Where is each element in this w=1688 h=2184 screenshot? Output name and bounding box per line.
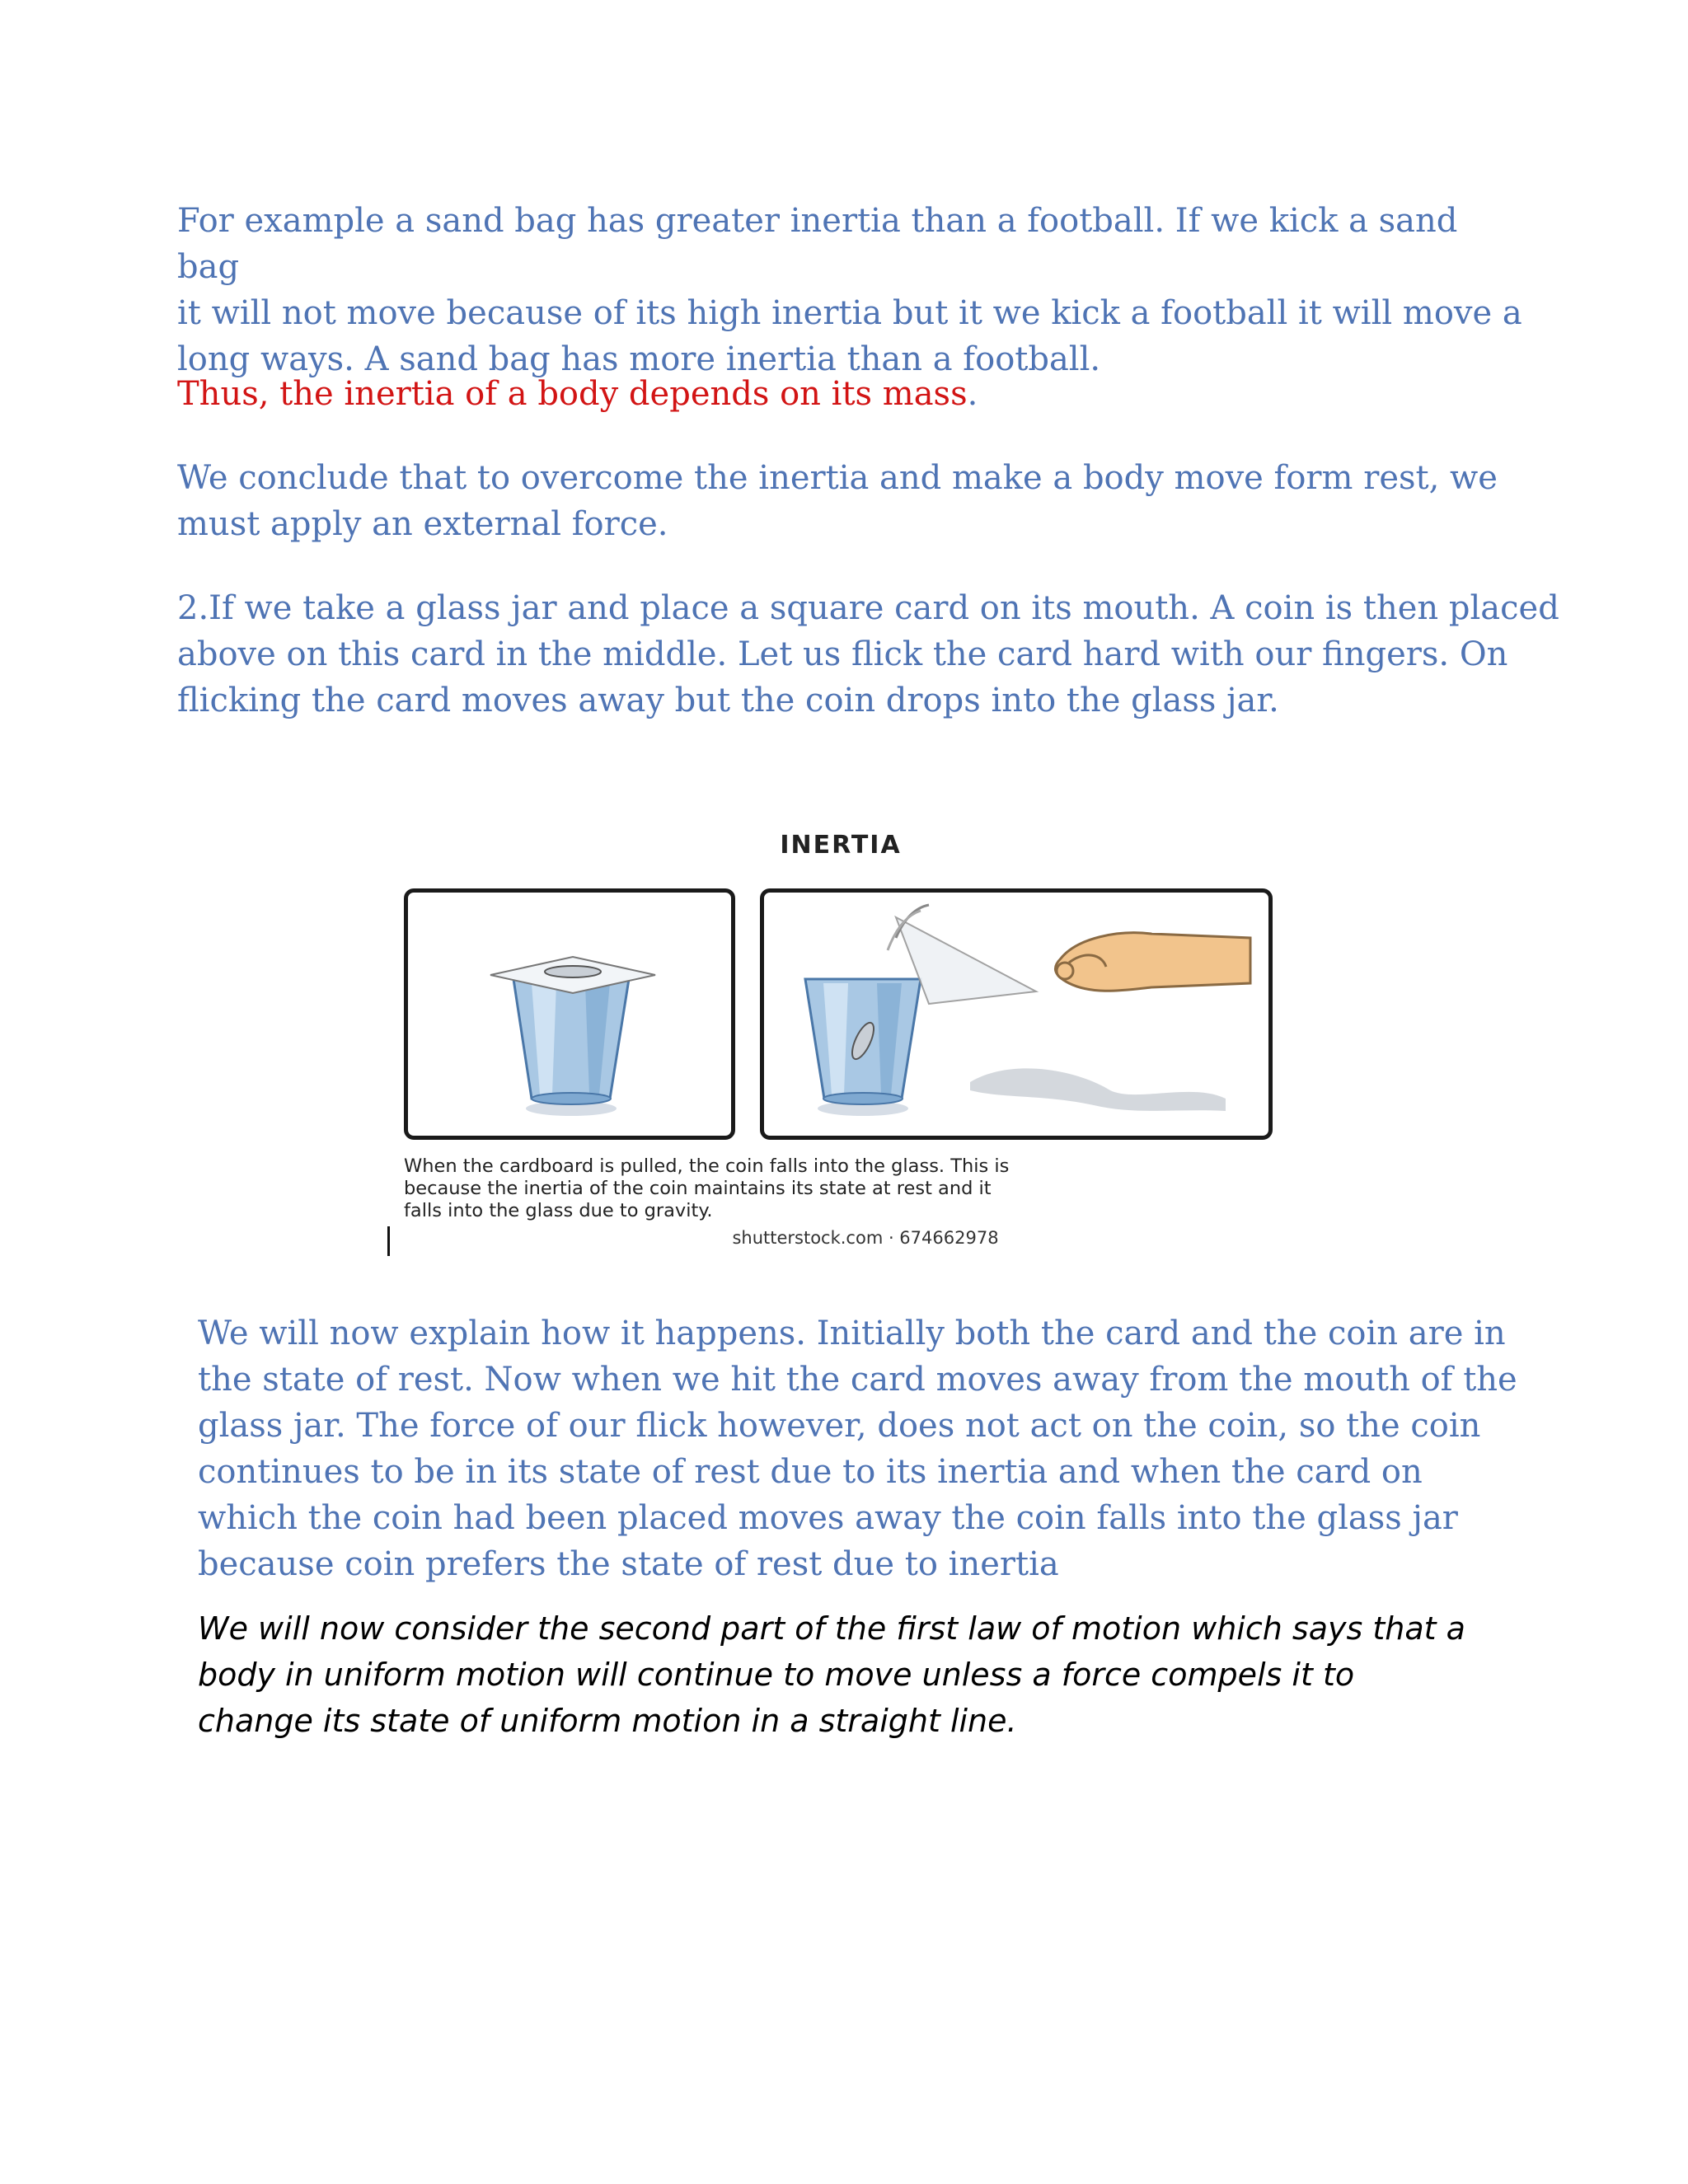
inertia-mass-period: . — [967, 375, 978, 413]
paragraph-second-part-first-law: We will now consider the second part of the first law of motion which says that a body in uniform motion will continue to move unless a force compels it to change its state of uniform motion in a straight line. — [198, 1610, 1465, 1739]
inertia-mass-statement: Thus, the inertia of a body depends on its mass — [177, 375, 968, 413]
hand — [1055, 933, 1250, 991]
paragraph-inertia-mass — [177, 371, 1529, 417]
paragraph-conclusion: We conclude that to overcome the inertia and make a body move form rest, we must apply an external force. — [177, 459, 1498, 543]
figure-panel-card-on-glass — [404, 888, 735, 1140]
paragraph-sandbag-example: For example a sand bag has greater inertia than a football. If we kick a sand bag it will not move because of its high inertia but it we kick a football it will move a long ways. A sand bag has more inertia than a football. — [177, 202, 1522, 378]
inertia-figure — [387, 824, 1294, 1269]
figure-credit: shutterstock.com · 674662978 — [732, 1228, 999, 1248]
glass-left — [513, 979, 629, 1099]
figure-title: INERTIA — [780, 831, 902, 860]
figure-panel-card-flicked — [760, 888, 1273, 1140]
coin-left — [545, 966, 601, 977]
paragraph-glass-jar-experiment: 2.If we take a glass jar and place a square card on its mouth. A coin is then placed above on this card in the middle. Let us flick the card hard with our fingers. On flicking the card moves away but the coin drops into the glass jar. — [177, 589, 1559, 719]
glass-flicked-card-illustration — [764, 893, 1268, 1136]
glass-with-card-illustration — [408, 893, 731, 1136]
paragraph-explanation: We will now explain how it happens. Initially both the card and the coin are in the state of rest. Now when we hit the card moves away from the mouth of the glass jar. The force of our flick however, does not act on the coin, so the coin continues to be in its state of rest due to its inertia and when the card on which the coin had been placed moves away the coin falls into the glass jar because coin prefers the state of rest due to inertia — [198, 1315, 1517, 1583]
figure-caption: When the cardboard is pulled, the coin falls into the glass. This is because the inertia of the coin maintains its state at rest and it falls into the glass due to gravity. — [404, 1155, 1010, 1221]
